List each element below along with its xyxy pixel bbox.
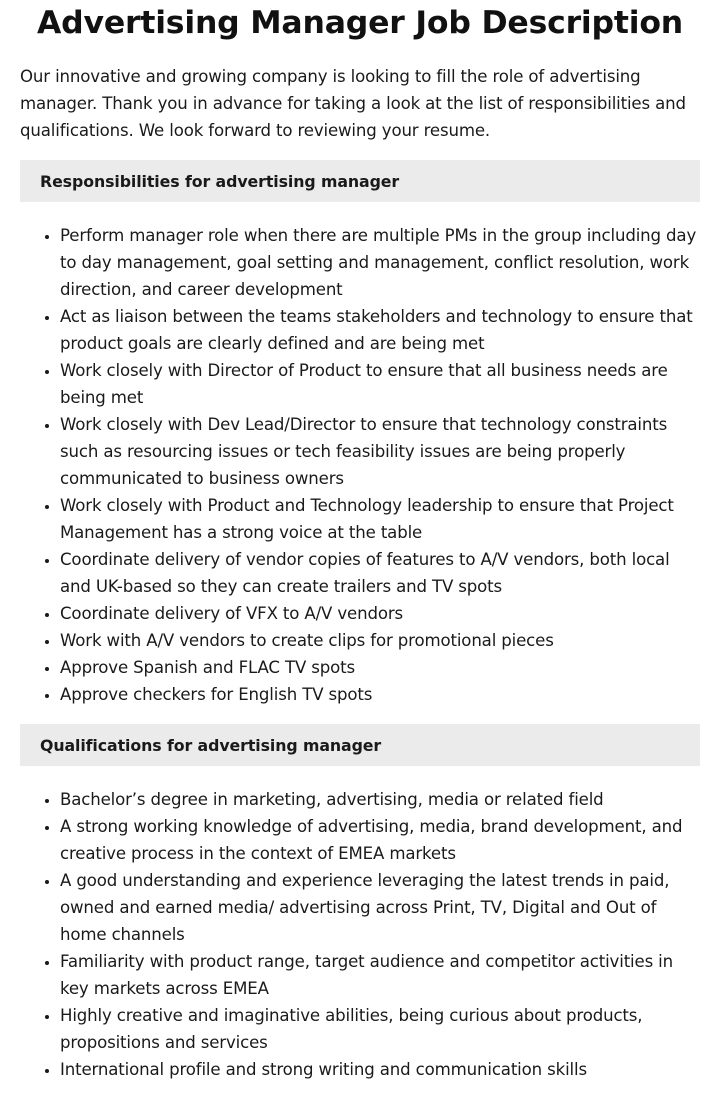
list-item: • Highly creative and imaginative abilities, being curious about products, propositions and services <box>60 1002 700 1056</box>
qualifications-heading: Qualifications for advertising manager <box>20 724 700 766</box>
list-item: • Approve checkers for English TV spots <box>60 681 700 708</box>
list-item: • Approve Spanish and FLAC TV spots <box>60 654 700 681</box>
list-item: • A good understanding and experience leveraging the latest trends in paid, owned and earned media/ advertising across Print, TV, Digital and Out of home channels <box>60 867 700 948</box>
list-item: • Perform manager role when there are multiple PMs in the group including day to day management, goal setting and management, conflict resolution, work direction, and career development <box>60 222 700 303</box>
list-item: • Act as liaison between the teams stakeholders and technology to ensure that product goals are clearly defined and are being met <box>60 303 700 357</box>
list-item: • Bachelor’s degree in marketing, advertising, media or related field <box>60 786 700 813</box>
responsibilities-list <box>20 222 700 708</box>
intro-paragraph: Our innovative and growing company is looking to fill the role of advertising manager. Thank you in advance for taking a look at the list of responsibilities and qualifications. We look forward to reviewing your resume. <box>20 67 686 140</box>
responsibilities-heading: Responsibilities for advertising manager <box>20 160 700 202</box>
list-item: • Familiarity with product range, target audience and competitor activities in key markets across EMEA <box>60 948 700 1002</box>
page-title: Advertising Manager Job Description <box>36 5 683 41</box>
list-item: • Work closely with Product and Technology leadership to ensure that Project Management has a strong voice at the table <box>60 492 700 546</box>
list-item: • Coordinate delivery of vendor copies of features to A/V vendors, both local and UK-based so they can create trailers and TV spots <box>60 546 700 600</box>
list-item: • International profile and strong writing and communication skills <box>60 1056 700 1083</box>
list-item: • Work closely with Director of Product to ensure that all business needs are being met <box>60 357 700 411</box>
list-item: • Work with A/V vendors to create clips for promotional pieces <box>60 627 700 654</box>
list-item: • A strong working knowledge of advertising, media, brand development, and creative process in the context of EMEA markets <box>60 813 700 867</box>
list-item: • Work closely with Dev Lead/Director to ensure that technology constraints such as resourcing issues or tech feasibility issues are being properly communicated to business owners <box>60 411 700 492</box>
qualifications-list <box>20 786 700 1083</box>
list-item: • Coordinate delivery of VFX to A/V vendors <box>60 600 700 627</box>
